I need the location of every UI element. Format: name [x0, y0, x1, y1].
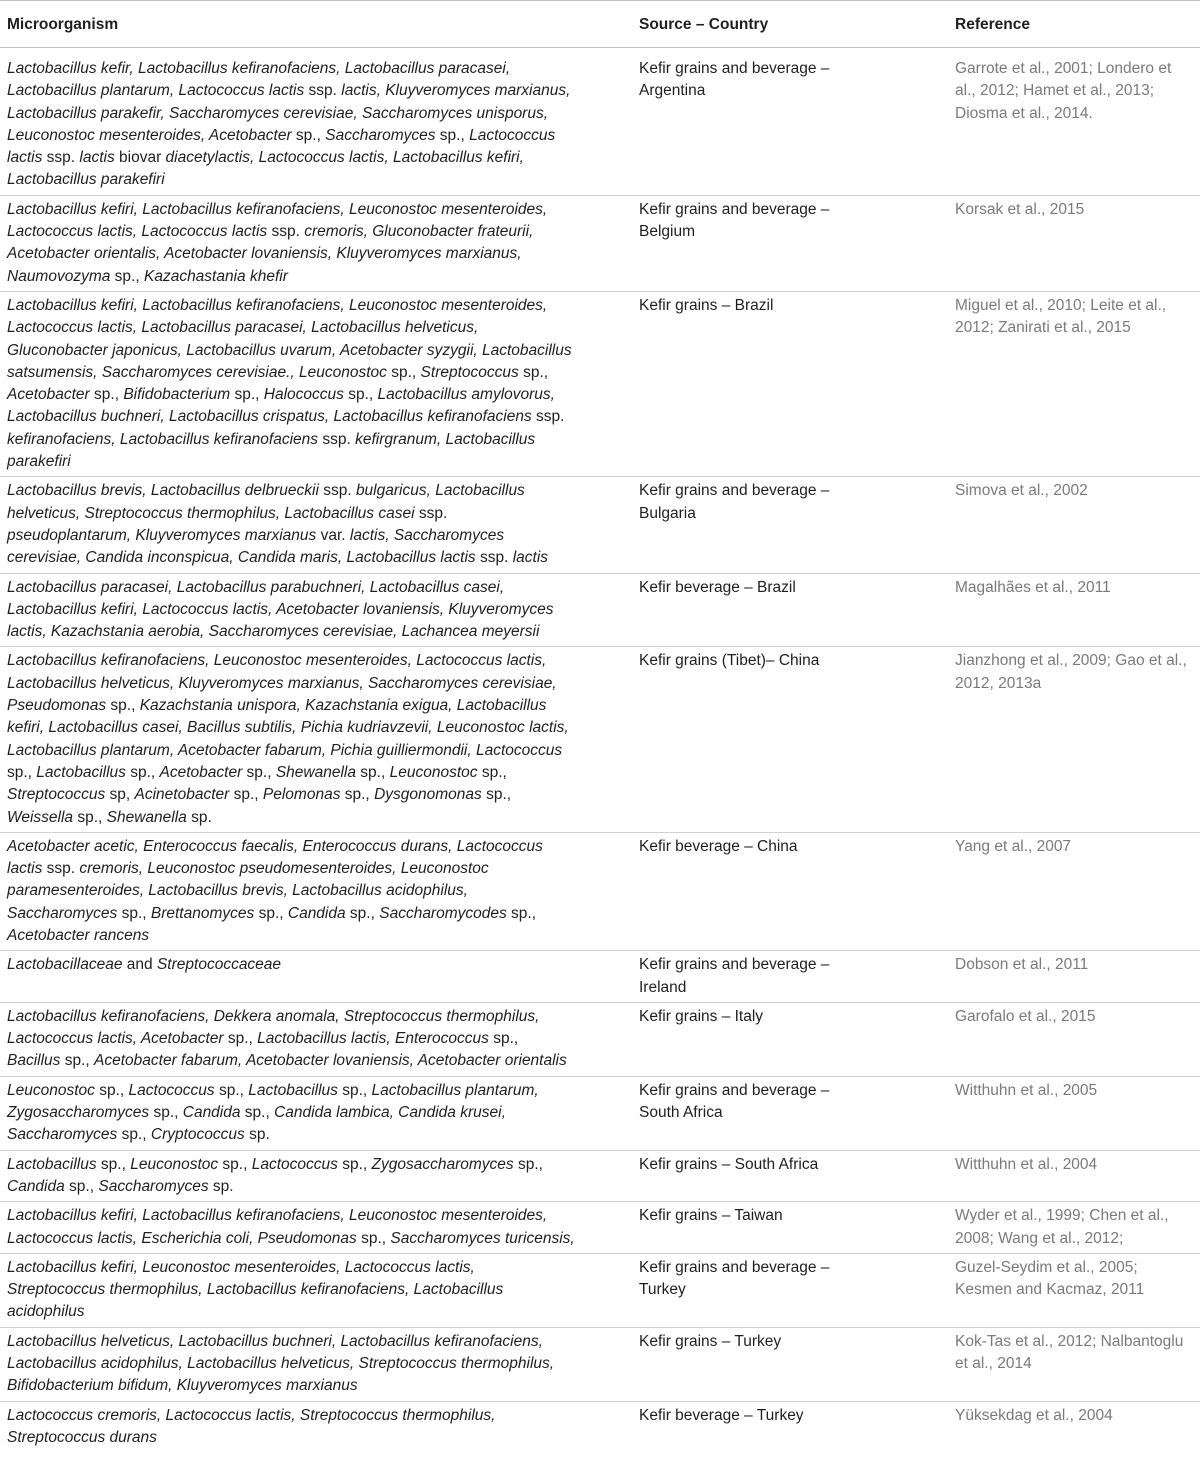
taxon-name: Lactococcus cremoris, Lactococcus lactis, Streptococcus thermophilus, Streptococcus durans — [7, 1406, 496, 1446]
taxon-name: Candida — [182, 1104, 241, 1122]
taxon-qualifier: ssp. — [475, 549, 513, 567]
cell-source-country — [639, 48, 955, 196]
taxon-name: Acetobacter — [7, 386, 90, 404]
table-row — [0, 647, 1200, 832]
reference-text: Witthuhn et al., 2005 — [955, 1081, 1098, 1099]
cell-reference — [955, 291, 1200, 476]
table-row — [0, 573, 1200, 647]
taxon-name: lactis — [512, 549, 549, 567]
taxon-name: Lactobacillus — [36, 763, 126, 781]
taxon-qualifier: sp., — [7, 763, 37, 781]
cell-source-country — [639, 1150, 955, 1202]
cell-source-country — [639, 1076, 955, 1150]
reference-text: Magalhães et al., 2011 — [955, 578, 1111, 596]
taxon-name: Lactobacillus kefiri, Lactobacillus kefiranofaciens, Leuconostoc mesenteroides, Lactococcus lactis, Lactobacillus paracasei, Lactobacillus helveticus, Gluconobacter japonicus, Lactobacillus uvarum, Acetobacter syzygii, Lactobacillus satsumensis, Saccharomyces cerevisiae., Leuconostoc — [7, 296, 572, 381]
cell-microorganism — [0, 1401, 639, 1452]
taxon-name: Streptococcus — [7, 786, 106, 804]
table-body — [0, 48, 1200, 1453]
taxon-qualifier: sp., — [518, 363, 549, 381]
taxon-qualifier: sp., — [506, 904, 537, 922]
source-country-text: Kefir grains (Tibet)– China — [639, 652, 820, 670]
taxon-name: Saccharomycodes — [379, 904, 507, 922]
cell-source-country — [639, 1327, 955, 1401]
header-row — [0, 1, 1200, 48]
cell-microorganism — [0, 951, 639, 1003]
taxon-qualifier: sp., — [343, 386, 378, 404]
taxon-name: Streptococcus — [420, 363, 519, 381]
taxon-qualifier: sp., — [230, 386, 264, 404]
taxon-name: Leuconostoc — [7, 1081, 95, 1099]
taxon-name: Shewanella — [106, 808, 187, 826]
cell-microorganism — [0, 477, 639, 573]
taxon-qualifier: sp., — [229, 786, 263, 804]
taxon-name: Acetobacter acetic, Enterococcus faecalis, Enterococcus durans, Lactococcus lactis — [7, 837, 543, 878]
taxon-name: kefiranofaciens, Lactobacillus kefiranofaciens — [7, 430, 319, 448]
taxon-name: Saccharomyces — [98, 1177, 209, 1195]
taxon-name: Candida — [287, 904, 346, 922]
taxon-name: Brettanomyces — [150, 904, 255, 922]
taxon-qualifier: ssp. — [42, 149, 80, 167]
reference-text: Guzel-Seydim et al., 2005; Kesmen and Kacmaz, 2011 — [955, 1258, 1145, 1299]
table-row — [0, 951, 1200, 1003]
taxon-name: Lactococcus — [251, 1155, 338, 1173]
source-country-text: Kefir grains and beverage – Ireland — [639, 956, 830, 996]
taxon-name: Acetobacter rancens — [7, 926, 150, 944]
header-reference: Reference — [955, 1, 1200, 48]
source-country-text: Kefir grains and beverage – Bulgaria — [639, 482, 830, 522]
taxon-qualifier: ssp. — [531, 408, 565, 426]
source-country-text: Kefir grains – South Africa — [639, 1155, 819, 1173]
taxon-name: Acinetobacter — [134, 786, 230, 804]
reference-text: Witthuhn et al., 2004 — [955, 1155, 1098, 1173]
taxon-qualifier: sp., — [435, 126, 470, 144]
taxon-qualifier: ssp. — [414, 504, 448, 522]
source-country-text: Kefir grains – Turkey — [639, 1332, 782, 1350]
cell-microorganism — [0, 1150, 639, 1202]
taxon-name: Saccharomyces — [325, 126, 436, 144]
cell-source-country — [639, 1253, 955, 1327]
cell-source-country — [639, 1002, 955, 1076]
taxon-qualifier: sp., — [89, 386, 124, 404]
taxon-name: lactis, Kluyveromyces marxianus, Lactobacillus parakefir, Saccharomyces cerevisiae, Saccharomyces unisporus, Leuconostoc mesenteroides, Acetobacter — [7, 82, 571, 144]
taxon-name: Saccharomyces turicensis, — [390, 1229, 575, 1247]
table-row — [0, 1076, 1200, 1150]
taxon-name: Zygosaccharomyces — [371, 1155, 514, 1173]
taxon-qualifier: sp., — [223, 1030, 258, 1048]
taxon-qualifier: sp., — [242, 763, 276, 781]
taxon-qualifier: sp., — [240, 1104, 275, 1122]
taxon-qualifier: sp., — [218, 1155, 252, 1173]
taxon-qualifier: sp., — [117, 1126, 151, 1144]
cell-reference — [955, 1253, 1200, 1327]
taxon-name: Streptococcaceae — [156, 956, 282, 974]
taxon-name: Pelomonas — [262, 786, 341, 804]
taxon-qualifier: sp., — [94, 1081, 129, 1099]
taxon-qualifier: ssp. — [267, 223, 305, 241]
cell-reference — [955, 1202, 1200, 1254]
taxon-name: Candida lambica, Candida krusei, Saccharomyces — [7, 1104, 506, 1144]
taxon-name: Lactobacillus kefiri, Lactobacillus kefiranofaciens, Leuconostoc mesenteroides, Lactococcus lactis, Escherichia coli, Pseudomonas — [7, 1207, 548, 1247]
cell-microorganism — [0, 1253, 639, 1327]
taxon-name: Lactococcus — [128, 1081, 215, 1099]
reference-text: Dobson et al., 2011 — [955, 956, 1089, 974]
cell-source-country — [639, 477, 955, 573]
taxon-qualifier: sp., — [214, 1081, 249, 1099]
table-row — [0, 195, 1200, 291]
taxon-name: lactis — [79, 149, 115, 167]
reference-text: Jianzhong et al., 2009; Gao et al., 2012, 2013a — [955, 652, 1187, 692]
source-country-text: Kefir grains and beverage – South Africa — [639, 1081, 830, 1122]
cell-source-country — [639, 291, 955, 476]
source-country-text: Kefir beverage – Brazil — [639, 578, 796, 596]
taxon-qualifier: sp., — [386, 363, 421, 381]
taxon-qualifier: sp., — [110, 267, 144, 285]
taxon-name: Lactobacillus kefiranofaciens, Dekkera anomala, Streptococcus thermophilus, Lactococcus lactis, Acetobacter — [7, 1007, 540, 1048]
taxon-name: Lactobacillaceae — [7, 956, 123, 974]
taxon-name: bulgaricus, Lactobacillus helveticus, Streptococcus thermophilus, Lactobacillus casei — [7, 482, 525, 522]
cell-reference — [955, 48, 1200, 196]
taxon-qualifier: sp. — [208, 1177, 234, 1195]
taxon-name: Lactobacillus — [248, 1081, 338, 1099]
reference-text: Miguel et al., 2010; Leite et al., 2012; Zanirati et al., 2015 — [955, 296, 1167, 337]
cell-reference — [955, 1002, 1200, 1076]
reference-text: Yang et al., 2007 — [955, 837, 1072, 855]
taxon-qualifier: sp., — [125, 763, 160, 781]
taxon-name: cremoris, Leuconostoc pseudomesenteroides, Leuconostoc paramesenteroides, Lactobacillus brevis, Lactobacillus acidophilus, Saccharomyces — [7, 860, 489, 922]
taxon-name: Dysgonomonas — [374, 786, 482, 804]
taxon-name: kefirgranum, Lactobacillus parakefiri — [7, 430, 536, 471]
taxon-qualifier: sp., — [117, 904, 151, 922]
taxon-qualifier: sp., — [337, 1081, 372, 1099]
taxon-qualifier: sp., — [337, 1155, 372, 1173]
taxon-name: Lactobacillus lactis, Enterococcus — [257, 1030, 489, 1048]
taxon-name: Lactobacillus helveticus, Lactobacillus buchneri, Lactobacillus kefiranofaciens, Lactobacillus acidophilus, Lactobacillus helveticus, Streptococcus thermophilus, Bifidobacterium bifidum, Kluyveromyces marxianus — [7, 1332, 555, 1395]
taxon-name: Lactobacillus amylovorus, Lactobacillus buchneri, Lactobacillus crispatus, Lactobacillus kefiranofaciens — [7, 386, 555, 426]
taxon-name: Cryptococcus — [150, 1126, 245, 1144]
table-row — [0, 48, 1200, 196]
table-row — [0, 477, 1200, 573]
cell-reference — [955, 951, 1200, 1003]
taxon-qualifier: and — [122, 956, 157, 974]
taxon-qualifier: sp., — [149, 1104, 183, 1122]
source-country-text: Kefir grains and beverage – Belgium — [639, 200, 830, 241]
source-country-text: Kefir grains and beverage – Argentina — [639, 60, 830, 100]
taxon-name: Lactobacillus plantarum, Zygosaccharomyces — [7, 1081, 539, 1122]
taxon-name: Halococcus — [263, 386, 344, 404]
taxon-qualifier: sp. — [244, 1126, 270, 1144]
cell-microorganism — [0, 1327, 639, 1401]
taxon-qualifier: biovar — [114, 149, 166, 167]
taxon-qualifier: sp., — [73, 808, 107, 826]
cell-microorganism — [0, 832, 639, 950]
table-row — [0, 1327, 1200, 1401]
cell-microorganism — [0, 291, 639, 476]
taxon-qualifier: var. — [316, 526, 350, 544]
cell-source-country — [639, 1401, 955, 1452]
taxon-name: Lactococcus lactis — [7, 126, 556, 167]
header-source-country: Source – Country — [639, 1, 955, 48]
cell-reference — [955, 573, 1200, 647]
taxon-qualifier: ssp. — [318, 430, 356, 448]
taxon-qualifier: sp., — [106, 697, 140, 715]
reference-text: Garrote et al., 2001; Londero et al., 2012; Hamet et al., 2013; Diosma et al., 2014. — [955, 60, 1172, 122]
source-country-text: Kefir beverage – Turkey — [639, 1406, 804, 1424]
taxon-name: Acetobacter — [159, 763, 243, 781]
cell-source-country — [639, 573, 955, 647]
cell-reference — [955, 1150, 1200, 1202]
taxon-name: pseudoplantarum, Kluyveromyces marxianus — [7, 526, 317, 544]
reference-text: Garofalo et al., 2015 — [955, 1007, 1096, 1025]
reference-text: Yüksekdag et al., 2004 — [955, 1406, 1113, 1424]
taxon-name: Lactobacillus kefiri, Leuconostoc mesenteroides, Lactococcus lactis, Streptococcus thermophilus, Lactobacillus kefiranofaciens, Lactobacillus acidophilus — [7, 1258, 504, 1321]
cell-microorganism — [0, 1202, 639, 1254]
taxon-qualifier: sp., — [477, 763, 507, 781]
table-row — [0, 1002, 1200, 1076]
taxon-name: lactis, Saccharomyces cerevisiae, Candida inconspicua, Candida maris, Lactobacillus lactis — [7, 526, 505, 567]
cell-microorganism — [0, 195, 639, 291]
cell-source-country — [639, 951, 955, 1003]
table-row — [0, 832, 1200, 950]
taxon-qualifier: sp., — [60, 1052, 95, 1070]
table-row — [0, 1202, 1200, 1254]
taxon-qualifier: ssp. — [304, 82, 342, 100]
taxon-qualifier: sp., — [345, 904, 380, 922]
reference-text: Korsak et al., 2015 — [955, 200, 1085, 218]
cell-reference — [955, 647, 1200, 832]
taxon-qualifier: sp., — [64, 1177, 99, 1195]
cell-source-country — [639, 832, 955, 950]
taxon-name: Bifidobacterium — [123, 386, 231, 404]
source-country-text: Kefir beverage – China — [639, 837, 798, 855]
source-country-text: Kefir grains – Taiwan — [639, 1207, 783, 1225]
cell-microorganism — [0, 647, 639, 832]
taxon-name: Leuconostoc — [130, 1155, 219, 1173]
table-row — [0, 1150, 1200, 1202]
taxon-name: Lactobacillus kefiranofaciens, Leuconostoc mesenteroides, Lactococcus lactis, Lactobacillus helveticus, Kluyveromyces marxianus, Saccharomyces cerevisiae, Pseudomonas — [7, 652, 557, 715]
cell-microorganism — [0, 1076, 639, 1150]
table-row — [0, 1253, 1200, 1327]
taxon-qualifier: sp., — [254, 904, 288, 922]
taxon-name: Acetobacter fabarum, Acetobacter lovaniensis, Acetobacter orientalis — [94, 1052, 567, 1070]
cell-source-country — [639, 647, 955, 832]
taxon-qualifier: sp., — [356, 1229, 391, 1247]
source-country-text: Kefir grains – Italy — [639, 1007, 764, 1025]
header-microorganism: Microorganism — [0, 1, 639, 48]
taxon-name: Weissella — [7, 808, 74, 826]
taxon-qualifier: sp., — [340, 786, 375, 804]
table-row — [0, 1401, 1200, 1452]
taxon-name: Kazachstania unispora, Kazachstania exigua, Lactobacillus kefiri, Lactobacillus casei, Bacillus subtilis, Pichia kudriavzevii, Leuconostoc lactis, Lactobacillus plantarum, Acetobacter fabarum, Pichia guilliermondii, Lactococcus — [7, 697, 569, 759]
taxon-qualifier: ssp. — [42, 860, 80, 878]
cell-reference — [955, 1076, 1200, 1150]
taxon-name: Lactobacillus brevis, Lactobacillus delbrueckii — [7, 482, 319, 500]
taxon-qualifier: sp. — [186, 808, 212, 826]
taxon-name: diacetylactis, Lactococcus lactis, Lactobacillus kefiri, Lactobacillus parakefiri — [7, 149, 524, 189]
reference-text: Simova et al., 2002 — [955, 482, 1088, 500]
taxon-name: Leuconostoc — [389, 763, 478, 781]
taxon-name: Lactobacillus — [7, 1155, 97, 1173]
taxon-name: Lactobacillus kefiri, Lactobacillus kefiranofaciens, Leuconostoc mesenteroides, Lactococcus lactis, Lactococcus lactis — [7, 200, 548, 241]
reference-text: Wyder et al., 1999; Chen et al., 2008; Wang et al., 2012; — [955, 1207, 1169, 1247]
taxon-name: Lactobacillus paracasei, Lactobacillus parabuchneri, Lactobacillus casei, Lactobacillus kefiri, Lactococcus lactis, Acetobacter lovaniensis, Kluyveromyces lactis, Kazachstania aerobia, Saccharomyces cerevisiae, Lachancea meyersii — [7, 578, 554, 641]
cell-microorganism — [0, 573, 639, 647]
taxon-name: Candida — [7, 1177, 65, 1195]
cell-reference — [955, 1401, 1200, 1452]
table-row — [0, 291, 1200, 476]
taxon-qualifier: sp, — [105, 786, 135, 804]
cell-microorganism — [0, 48, 639, 196]
cell-reference — [955, 1327, 1200, 1401]
taxon-qualifier: sp., — [356, 763, 390, 781]
cell-source-country — [639, 1202, 955, 1254]
taxon-qualifier: sp., — [488, 1030, 519, 1048]
taxon-name: Shewanella — [275, 763, 356, 781]
taxon-qualifier: sp., — [96, 1155, 131, 1173]
taxon-name: Bacillus — [7, 1052, 61, 1070]
taxon-qualifier: sp., — [481, 786, 512, 804]
cell-reference — [955, 195, 1200, 291]
reference-text: Kok-Tas et al., 2012; Nalbantoglu et al., 2014 — [955, 1332, 1184, 1373]
cell-reference — [955, 477, 1200, 573]
cell-reference — [955, 832, 1200, 950]
taxon-qualifier: sp., — [291, 126, 326, 144]
taxon-name: Kazachastania khefir — [143, 267, 288, 285]
cell-microorganism — [0, 1002, 639, 1076]
taxon-name: cremoris, Gluconobacter frateurii, Acetobacter orientalis, Acetobacter lovaniensis, Kluyveromyces marxianus, Naumovozyma — [7, 223, 534, 285]
taxon-name: Lactobacillus kefir, Lactobacillus kefiranofaciens, Lactobacillus paracasei, Lactobacillus plantarum, Lactococcus lactis — [7, 60, 511, 100]
source-country-text: Kefir grains and beverage – Turkey — [639, 1258, 830, 1299]
taxon-qualifier: sp., — [513, 1155, 543, 1173]
taxon-qualifier: ssp. — [318, 482, 356, 500]
source-country-text: Kefir grains – Brazil — [639, 296, 774, 314]
cell-source-country — [639, 195, 955, 291]
